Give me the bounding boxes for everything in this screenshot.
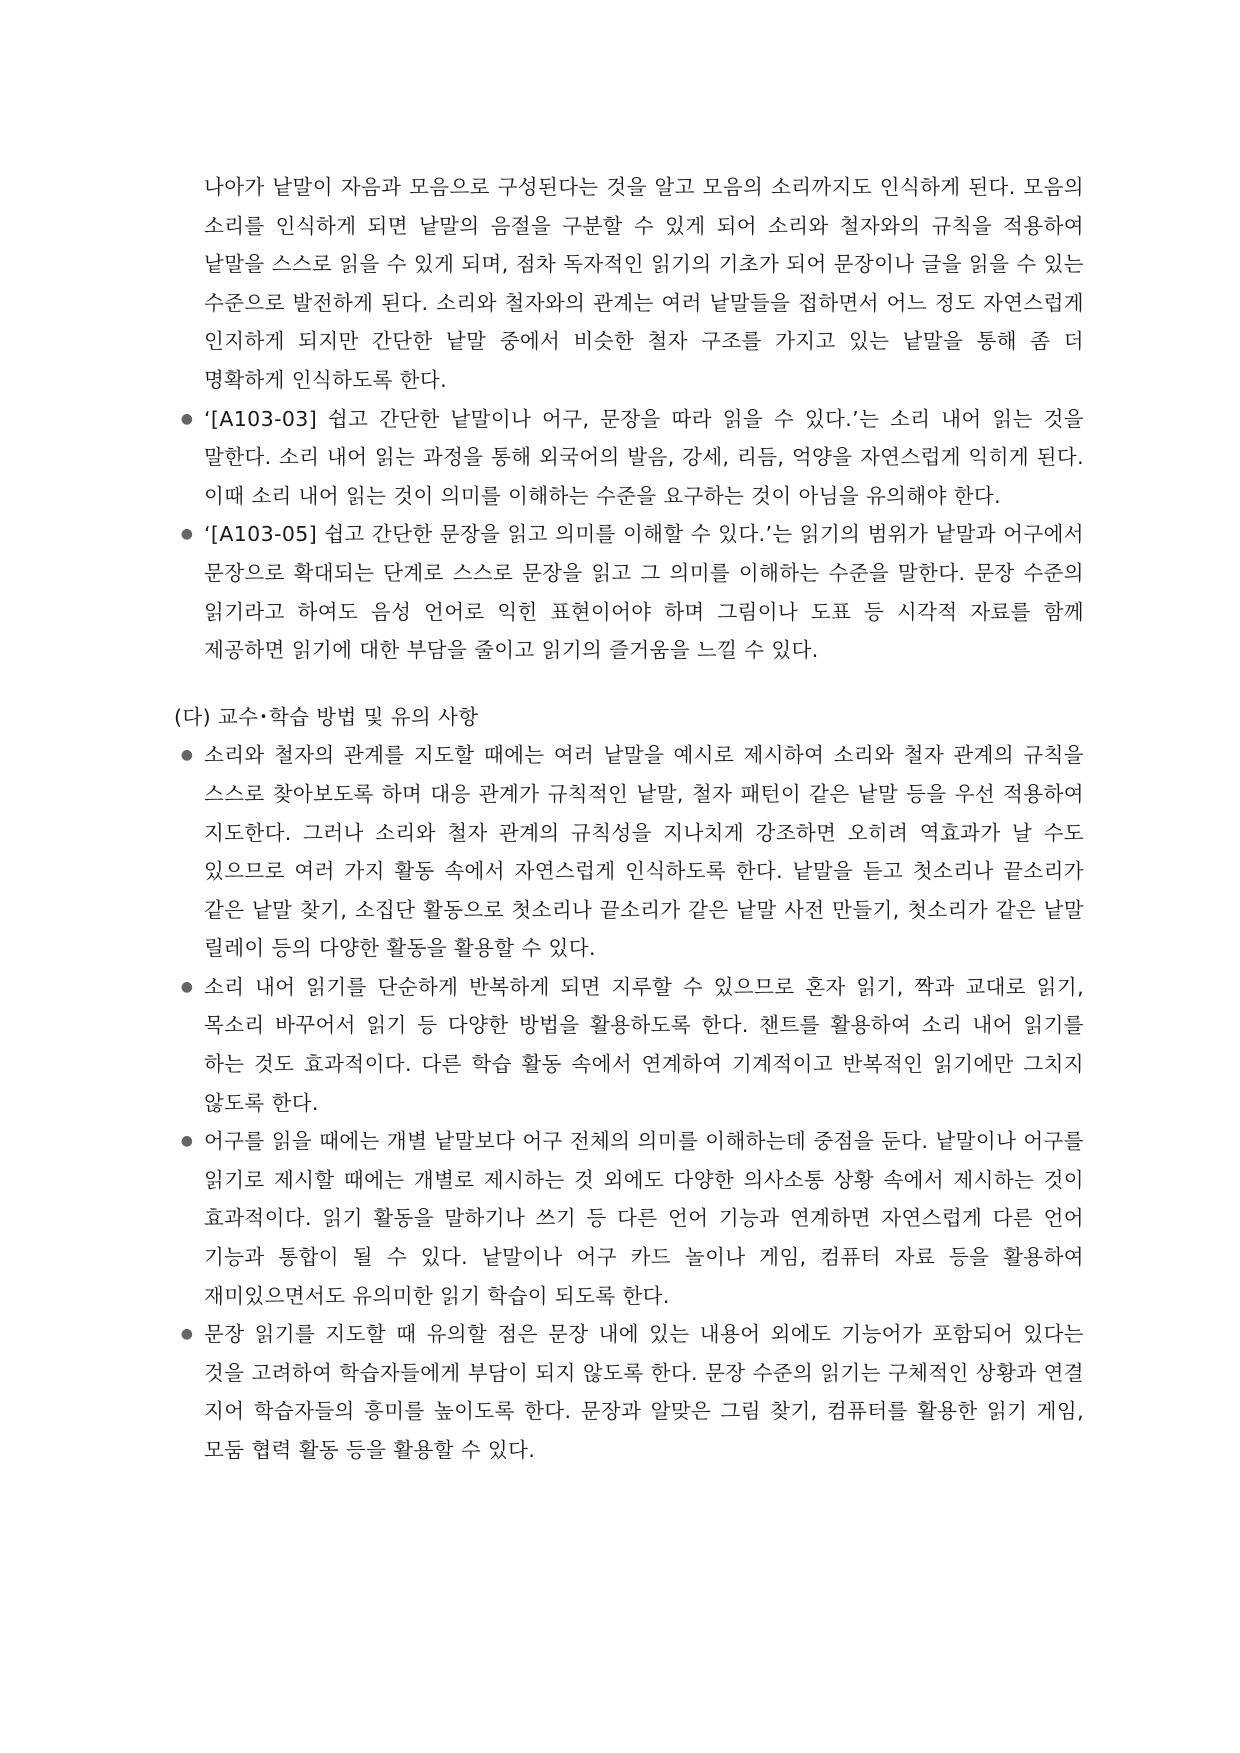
- list-item: [180, 515, 1084, 669]
- list-item-text: 문장 읽기를 지도할 때 유의할 점은 문장 내에 있는 내용어 외에도 기능어가 포함되어 있다는 것을 고려하여 학습자들에게 부담이 되지 않도록 한다. 문장 수준의 읽기는 구체적인 상황과 연결 지어 학습자들의 흥미를 높이도록 한다. 문장과 알맞은 그림 찾기, 컴퓨터를 활용한 읽기 게임, 모둠 협력 활동 등을 활용할 수 있다.: [204, 1322, 1084, 1462]
- list-item-text: ‘[A103-03] 쉽고 간단한 낱말이나 어구, 문장을 따라 읽을 수 있다.’는 소리 내어 읽는 것을 말한다. 소리 내어 읽는 과정을 통해 외국어의 발음, 강세, 리듬, 억양을 자연스럽게 익히게 된다. 이때 소리 내어 읽는 것이 의미를 이해하는 수준을 요구하는 것이 아님을 유의해야 한다.: [204, 406, 1084, 508]
- list-item-text: 소리와 철자의 관계를 지도할 때에는 여러 낱말을 예시로 제시하여 소리와 철자 관계의 규칙을 스스로 찾아보도록 하며 대응 관계가 규칙적인 낱말, 철자 패턴이 같은 낱말 등을 우선 적용하여 지도한다. 그러나 소리와 철자 관계의 규칙성을 지나치게 강조하면 오히려 역효과가 날 수도 있으므로 여러 가지 활동 속에서 자연스럽게 인식하도록 한다. 낱말을 듣고 첫소리나 끝소리가 같은 낱말 찾기, 소집단 활동으로 첫소리나 끝소리가 같은 낱말 사전 만들기, 첫소리가 같은 낱말 릴레이 등의 다양한 활동을 활용할 수 있다.: [204, 743, 1084, 961]
- list-item: [180, 400, 1084, 516]
- list-item: [180, 1122, 1084, 1315]
- bullet-icon: ●: [180, 1133, 194, 1150]
- bullet-icon: ●: [180, 410, 194, 427]
- list-item-text: ‘[A103-05] 쉽고 간단한 문장을 읽고 의미를 이해할 수 있다.’는 읽기의 범위가 낱말과 어구에서 문장으로 확대되는 단계로 스스로 문장을 읽고 그 의미를 이해하는 수준을 말한다. 문장 수준의 읽기라고 하여도 음성 언어로 익힌 표현이어야 하며 그림이나 도표 등 시각적 자료를 함께 제공하면 읽기에 대한 부담을 줄이고 읽기의 즐거움을 느낄 수 있다.: [204, 522, 1084, 663]
- bullet-icon: ●: [180, 526, 194, 543]
- list-item: [180, 736, 1084, 968]
- list-item: [180, 1315, 1084, 1469]
- list-item-text: 소리 내어 읽기를 단순하게 반복하게 되면 지루할 수 있으므로 혼자 읽기, 짝과 교대로 읽기, 목소리 바꾸어서 읽기 등 다양한 방법을 활용하도록 한다. 챈트를 활용하여 소리 내어 읽기를 하는 것도 효과적이다. 다른 학습 활동 속에서 연계하여 기계적이고 반복적인 읽기에만 그치지 않도록 한다.: [204, 974, 1084, 1115]
- bullet-icon: ●: [180, 1326, 194, 1343]
- section-heading: (다) 교수･학습 방법 및 유의 사항: [174, 704, 479, 729]
- bullet-icon: ●: [180, 747, 194, 764]
- page-content: [174, 168, 1084, 1470]
- bullet-icon: ●: [180, 978, 194, 995]
- achievement-standard-list: [180, 400, 1084, 670]
- list-item-text: 어구를 읽을 때에는 개별 낱말보다 어구 전체의 의미를 이해하는데 중점을 둔다. 낱말이나 어구를 읽기로 제시할 때에는 개별로 제시하는 것 외에도 다양한 의사소통 상황 속에서 제시하는 것이 효과적이다. 읽기 활동을 말하기나 쓰기 등 다른 언어 기능과 연계하면 자연스럽게 다른 언어 기능과 통합이 될 수 있다. 낱말이나 어구 카드 놀이나 게임, 컴퓨터 자료 등을 활용하여 재미있으면서도 유의미한 읽기 학습이 되도록 한다.: [204, 1129, 1084, 1308]
- teaching-method-list: [180, 736, 1084, 1469]
- continuation-paragraph: 나아가 낱말이 자음과 모음으로 구성된다는 것을 알고 모음의 소리까지도 인식하게 된다. 모음의 소리를 인식하게 되면 낱말의 음절을 구분할 수 있게 되어 소리와 철자와의 규칙을 적용하여 낱말을 스스로 읽을 수 있게 되며, 점차 독자적인 읽기의 기초가 되어 문장이나 글을 읽을 수 있는 수준으로 발전하게 된다. 소리와 철자와의 관계는 여러 낱말들을 접하면서 어느 정도 자연스럽게 인지하게 되지만 간단한 낱말 중에서 비슷한 철자 구조를 가지고 있는 낱말을 통해 좀 더 명확하게 인식하도록 한다.: [204, 175, 1084, 392]
- list-item: [180, 968, 1084, 1122]
